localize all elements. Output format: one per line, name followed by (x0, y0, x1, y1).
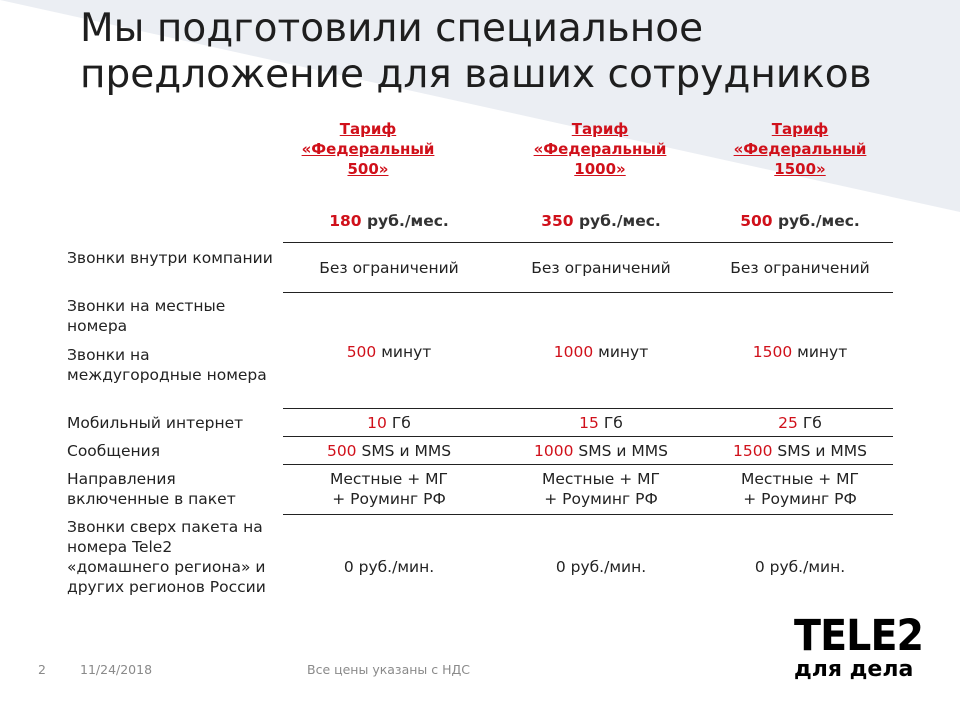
row-label-messages: Сообщения (67, 442, 161, 460)
table-divider (283, 408, 893, 409)
row-label-extra-calls: Звонки сверх пакета на номера Tele2 «домашнего региона» и других регионов России (67, 518, 266, 596)
plan-price-1000: 350 руб./мес. (541, 212, 661, 230)
footer-note: Все цены указаны с НДС (307, 662, 470, 677)
table-cell-internet: 25 Гб (778, 414, 822, 432)
row-label-directions: Направления включенные в пакет (67, 470, 236, 508)
table-cell-directions: Местные + МГ + Роуминг РФ (541, 470, 661, 508)
table-cell-extra-calls: 0 руб./мин. (754, 558, 846, 576)
plan-label: Тариф (339, 120, 397, 138)
row-label-long-distance-calls: Звонки на междугородные номера (67, 346, 267, 384)
table-cell-internet: 15 Гб (579, 414, 623, 432)
plan-name: «Федеральный (733, 140, 867, 158)
plan-number: 500» (347, 160, 389, 178)
table-cell: Без ограничений (730, 259, 870, 277)
table-divider (283, 292, 893, 293)
table-cell-extra-calls: 0 руб./мин. (555, 558, 647, 576)
row-label-internal-calls: Звонки внутри компании (67, 249, 273, 267)
table-cell-internet: 10 Гб (367, 414, 411, 432)
table-cell: Без ограничений (531, 259, 671, 277)
tele2-logo: TELE2 для дела (794, 611, 924, 682)
table-cell: Без ограничений (319, 259, 459, 277)
plan-number: 1500» (774, 160, 826, 178)
plan-label: Тариф (571, 120, 629, 138)
table-cell-minutes: 1000 минут (553, 343, 649, 361)
plan-name: «Федеральный (301, 140, 435, 158)
table-cell-messages: 1500 SMS и MMS (733, 442, 867, 460)
table-cell-directions: Местные + МГ + Роуминг РФ (740, 470, 860, 508)
plan-name: «Федеральный (533, 140, 667, 158)
plan-price-1500: 500 руб./мес. (740, 212, 860, 230)
table-cell-messages: 500 SMS и MMS (326, 442, 452, 460)
plan-price-500: 180 руб./мес. (329, 212, 449, 230)
table-divider (283, 514, 893, 515)
slide-number: 2 (38, 662, 46, 677)
plan-header-500 (273, 119, 463, 179)
table-divider (283, 464, 893, 465)
table-cell-minutes: 500 минут (346, 343, 432, 361)
row-label-mobile-internet: Мобильный интернет (67, 414, 244, 432)
slide-date: 11/24/2018 (80, 662, 153, 677)
table-cell-messages: 1000 SMS и MMS (534, 442, 668, 460)
plan-label: Тариф (771, 120, 829, 138)
table-cell-minutes: 1500 минут (752, 343, 848, 361)
table-cell-directions: Местные + МГ + Роуминг РФ (329, 470, 449, 508)
table-cell-extra-calls: 0 руб./мин. (343, 558, 435, 576)
table-divider (283, 242, 893, 243)
table-divider (283, 436, 893, 437)
plan-number: 1000» (574, 160, 626, 178)
row-label-local-calls: Звонки на местные номера (67, 297, 226, 335)
page-title: Мы подготовили специальное предложение для ваших сотрудников (80, 6, 872, 97)
plan-header-1500 (705, 119, 895, 179)
plan-header-1000 (505, 119, 695, 179)
